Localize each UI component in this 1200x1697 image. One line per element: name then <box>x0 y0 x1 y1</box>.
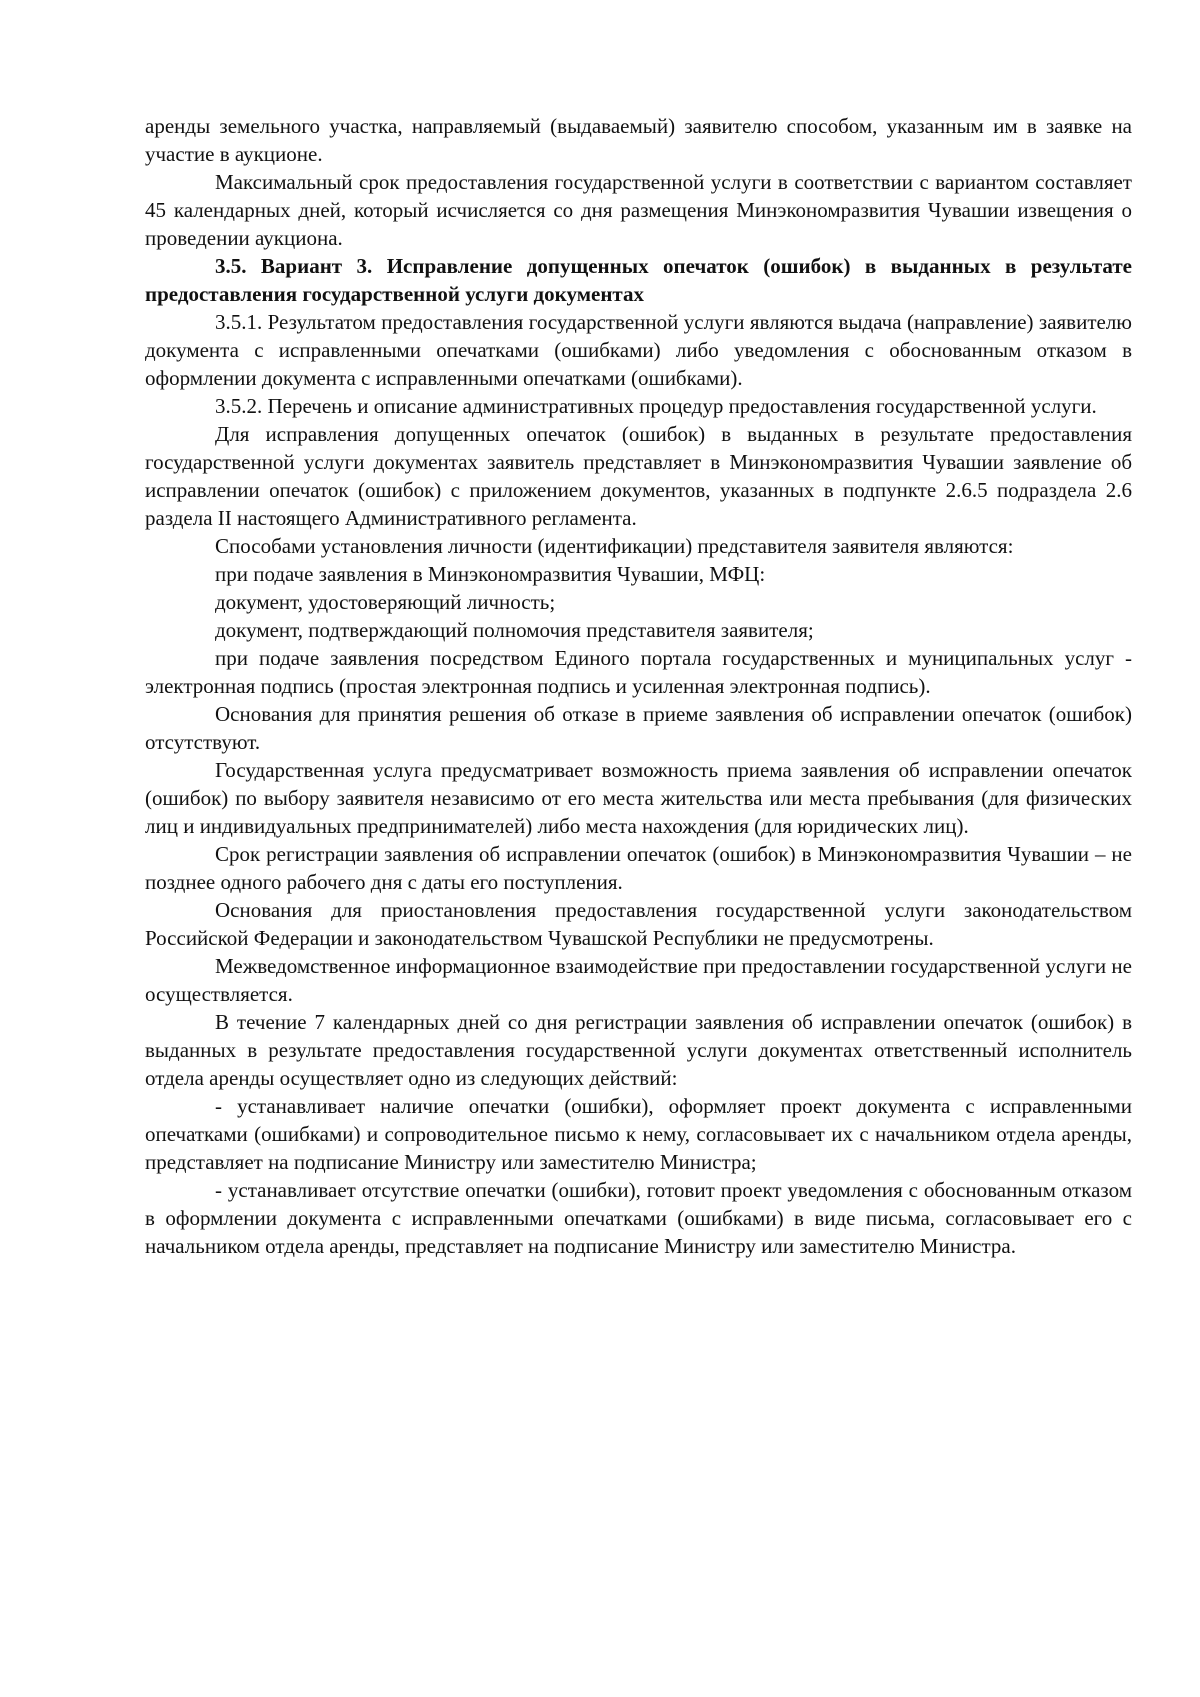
paragraph-no-suspension: Основания для приостановления предоставления государственной услуги законодательством Российской Федерации и законодательством Чувашской Республики не предусмотрены. <box>145 898 1132 950</box>
paragraph-registration-term: Срок регистрации заявления об исправлении опечаток (ошибок) в Минэкономразвития Чувашии – не позднее одного рабочего дня с даты его поступления. <box>145 842 1132 894</box>
list-item-identity-document: документ, удостоверяющий личность; <box>215 590 556 614</box>
paragraph-extraterritorial: Государственная услуга предусматривает возможность приема заявления об исправлении опечаток (ошибок) по выбору заявителя независимо от его места жительства или места пребывания (для физических лиц и индивидуальных предпринимателей) либо места нахождения (для юридических лиц). <box>145 758 1132 838</box>
paragraph-seven-days: В течение 7 календарных дней со дня регистрации заявления об исправлении опечаток (ошибок) в выданных в результате предоставления государственной услуги документах ответственный исполнитель отдела аренды осуществляет одно из следующих действий: <box>145 1010 1132 1090</box>
list-item-error-found: - устанавливает наличие опечатки (ошибки), оформляет проект документа с исправленными опечатками (ошибками) и сопроводительное письмо к нему, согласовывает их с начальником отдела аренды, представляет на подписание Министру или заместителю Министра; <box>145 1094 1132 1174</box>
list-item-authority-document: документ, подтверждающий полномочия представителя заявителя; <box>215 618 814 642</box>
paragraph-no-refusal-grounds: Основания для принятия решения об отказе в приеме заявления об исправлении опечаток (ошибок) отсутствуют. <box>145 702 1132 754</box>
section-heading-3-5: 3.5. Вариант 3. Исправление допущенных опечаток (ошибок) в выданных в результате предоставления государственной услуги документах <box>145 254 1132 306</box>
paragraph-continuation: аренды земельного участка, направляемый (выдаваемый) заявителю способом, указанным им в заявке на участие в аукционе. <box>145 114 1132 166</box>
paragraph-3-5-1: 3.5.1. Результатом предоставления государственной услуги являются выдача (направление) заявителю документа с исправленными опечатками (ошибками) либо уведомления с обоснованным отказом в оформлении документа с исправленными опечатками (ошибками). <box>145 310 1132 390</box>
list-item-no-error: - устанавливает отсутствие опечатки (ошибки), готовит проект уведомления с обоснованным отказом в оформлении документа с исправленными опечатками (ошибками) в виде письма, согласовывает его с начальником отдела аренды, представляет на подписание Министру или заместителю Министра. <box>145 1178 1132 1258</box>
list-item-portal-signature: при подаче заявления посредством Единого портала государственных и муниципальных услуг - электронная подпись (простая электронная подпись и усиленная электронная подпись). <box>145 646 1132 698</box>
list-item-in-person: при подаче заявления в Минэкономразвития Чувашии, МФЦ: <box>215 562 766 586</box>
paragraph-correction-request: Для исправления допущенных опечаток (ошибок) в выданных в результате предоставления государственной услуги документах заявитель представляет в Минэкономразвития Чувашии заявление об исправлении опечаток (ошибок) с приложением документов, указанных в подпункте 2.6.5 подраздела 2.6 раздела II настоящего Административного регламента. <box>145 422 1132 530</box>
paragraph-interagency: Межведомственное информационное взаимодействие при предоставлении государственной услуги не осуществляется. <box>145 954 1132 1006</box>
paragraph-identification-methods: Способами установления личности (идентификации) представителя заявителя являются: <box>215 534 1014 558</box>
paragraph-max-term: Максимальный срок предоставления государственной услуги в соответствии с вариантом составляет 45 календарных дней, который исчисляется со дня размещения Минэкономразвития Чувашии извещения о проведении аукциона. <box>145 170 1132 250</box>
document-page <box>145 112 1132 1260</box>
paragraph-3-5-2: 3.5.2. Перечень и описание административных процедур предоставления государственной услуги. <box>215 394 1097 418</box>
